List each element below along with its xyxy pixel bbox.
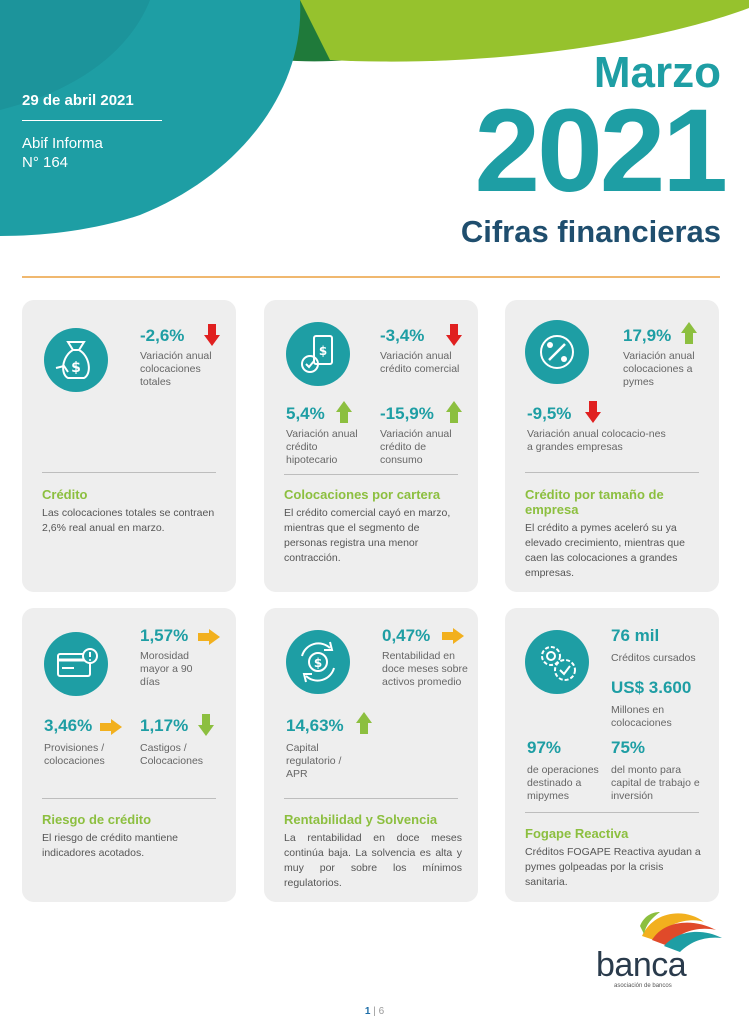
banca-logo-text: banca [596,946,687,984]
tamano-text: El crédito a pymes aceleró su ya elevado crecimiento, mientras que caen las colocaciones a grandes empresas. [525,522,685,579]
arrow-up-icon [356,712,372,734]
credito-value: -2,6% [140,326,185,345]
report-year: 2021 [474,85,725,217]
card-divider [284,474,458,475]
svg-text:$: $ [318,344,328,358]
hipotecario-value: 5,4% [286,404,325,423]
publication-name: Abif Informa [22,135,103,152]
arrow-right-icon [100,719,122,735]
grandes-value: -9,5% [527,404,572,423]
document-dollar-icon [286,322,350,386]
consumo-value: -15,9% [380,404,434,423]
arrow-down-icon [198,714,214,736]
fogape-title: Fogape Reactiva [525,826,629,841]
monto-label: Millones en colocaciones [611,704,672,729]
header-divider [22,276,720,278]
capital-trabajo-value: 75% [611,738,646,757]
card-divider [525,812,699,813]
creditos-label: Créditos cursados [611,652,696,664]
card-divider [525,472,699,473]
rentabilidad-value: 0,47% [382,626,431,645]
provisiones-label: Provisiones / colocaciones [44,742,105,767]
arrow-down-icon [446,324,462,346]
castigos-label: Castigos / Colocaciones [140,742,204,767]
card-divider [284,798,458,799]
money-bag-icon [44,328,108,392]
rentabilidad-label: Rentabilidad en doce meses sobre activos promedio [382,650,468,688]
gears-icon [525,630,589,694]
comercial-label: Variación anual crédito comercial [380,350,460,375]
hipotecario-label: Variación anual crédito hipotecario [286,428,358,466]
publication-info [22,134,103,172]
riesgo-title: Riesgo de crédito [42,812,152,827]
fogape-text: Créditos FOGAPE Reactiva ayudan a pymes golpeadas por la crisis sanitaria. [525,846,701,888]
tamano-title: Crédito por tamaño de empresa [525,487,664,517]
riesgo-text: El riesgo de crédito mantiene indicadores acotados. [42,832,178,859]
card-credito [22,300,236,592]
date-divider [22,120,162,121]
banca-logo-subtitle: asociación de bancos [614,983,672,989]
svg-text:$: $ [71,360,81,376]
morosidad-value: 1,57% [140,626,189,645]
svg-text:$: $ [313,656,323,670]
percent-badge-icon [525,320,589,384]
capital-value: 14,63% [286,716,344,735]
arrow-down-icon [585,401,601,423]
card-warning-icon [44,632,108,696]
report-date: 29 de abril 2021 [22,92,134,109]
arrow-right-icon [442,628,464,644]
card-fogape [505,608,719,902]
provisiones-value: 3,46% [44,716,93,735]
cartera-text: El crédito comercial cayó en marzo, mientras que el segmento de personas registra una menor contracción. [284,507,451,564]
cartera-title: Colocaciones por cartera [284,487,441,502]
rentabilidad-text: La rentabilidad en doce meses continúa baja. La solvencia es alta y muy por sobre los mínimos regulatorios. [284,832,462,889]
card-cartera [264,300,478,592]
grandes-label: Variación anual colocacio-nes a grandes empresas [527,428,666,453]
comercial-value: -3,4% [380,326,425,345]
page-indicator [0,1006,749,1017]
card-tamano [505,300,719,592]
consumo-label: Variación anual crédito de consumo [380,428,452,466]
monto-value: US$ 3.600 [611,678,692,697]
pymes-label: Variación anual colocaciones a pymes [623,350,695,388]
creditos-value: 76 mil [611,626,660,645]
credito-text: Las colocaciones totales se contraen 2,6% real anual en marzo. [42,507,215,534]
mipymes-value: 97% [527,738,562,757]
capital-label: Capital regulatorio / APR [286,742,342,780]
publication-number: N° 164 [22,154,69,171]
rentabilidad-title: Rentabilidad y Solvencia [284,812,438,827]
page-total: 6 [378,1006,385,1017]
credito-title: Crédito [42,487,88,502]
morosidad-label: Morosidad mayor a 90 días [140,650,193,688]
arrow-up-icon [336,401,352,423]
card-divider [42,798,216,799]
credito-label: Variación anual colocaciones totales [140,350,212,388]
capital-trabajo-label: del monto para capital de trabajo e inversión [611,764,700,802]
mipymes-label: de operaciones destinado a mipymes [527,764,599,802]
report-subtitle: Cifras financieras [460,214,721,249]
arrow-down-icon [204,324,220,346]
card-rentabilidad [264,608,478,902]
arrow-up-icon [681,322,697,344]
page-current: 1 [364,1006,371,1017]
arrow-right-icon [198,629,220,645]
report-month: Marzo [593,48,721,97]
castigos-value: 1,17% [140,716,189,735]
page-separator: | [373,1006,376,1017]
pymes-value: 17,9% [623,326,672,345]
card-riesgo [22,608,236,902]
card-divider [42,472,216,473]
arrow-up-icon [446,401,462,423]
coin-cycle-icon [286,630,350,694]
